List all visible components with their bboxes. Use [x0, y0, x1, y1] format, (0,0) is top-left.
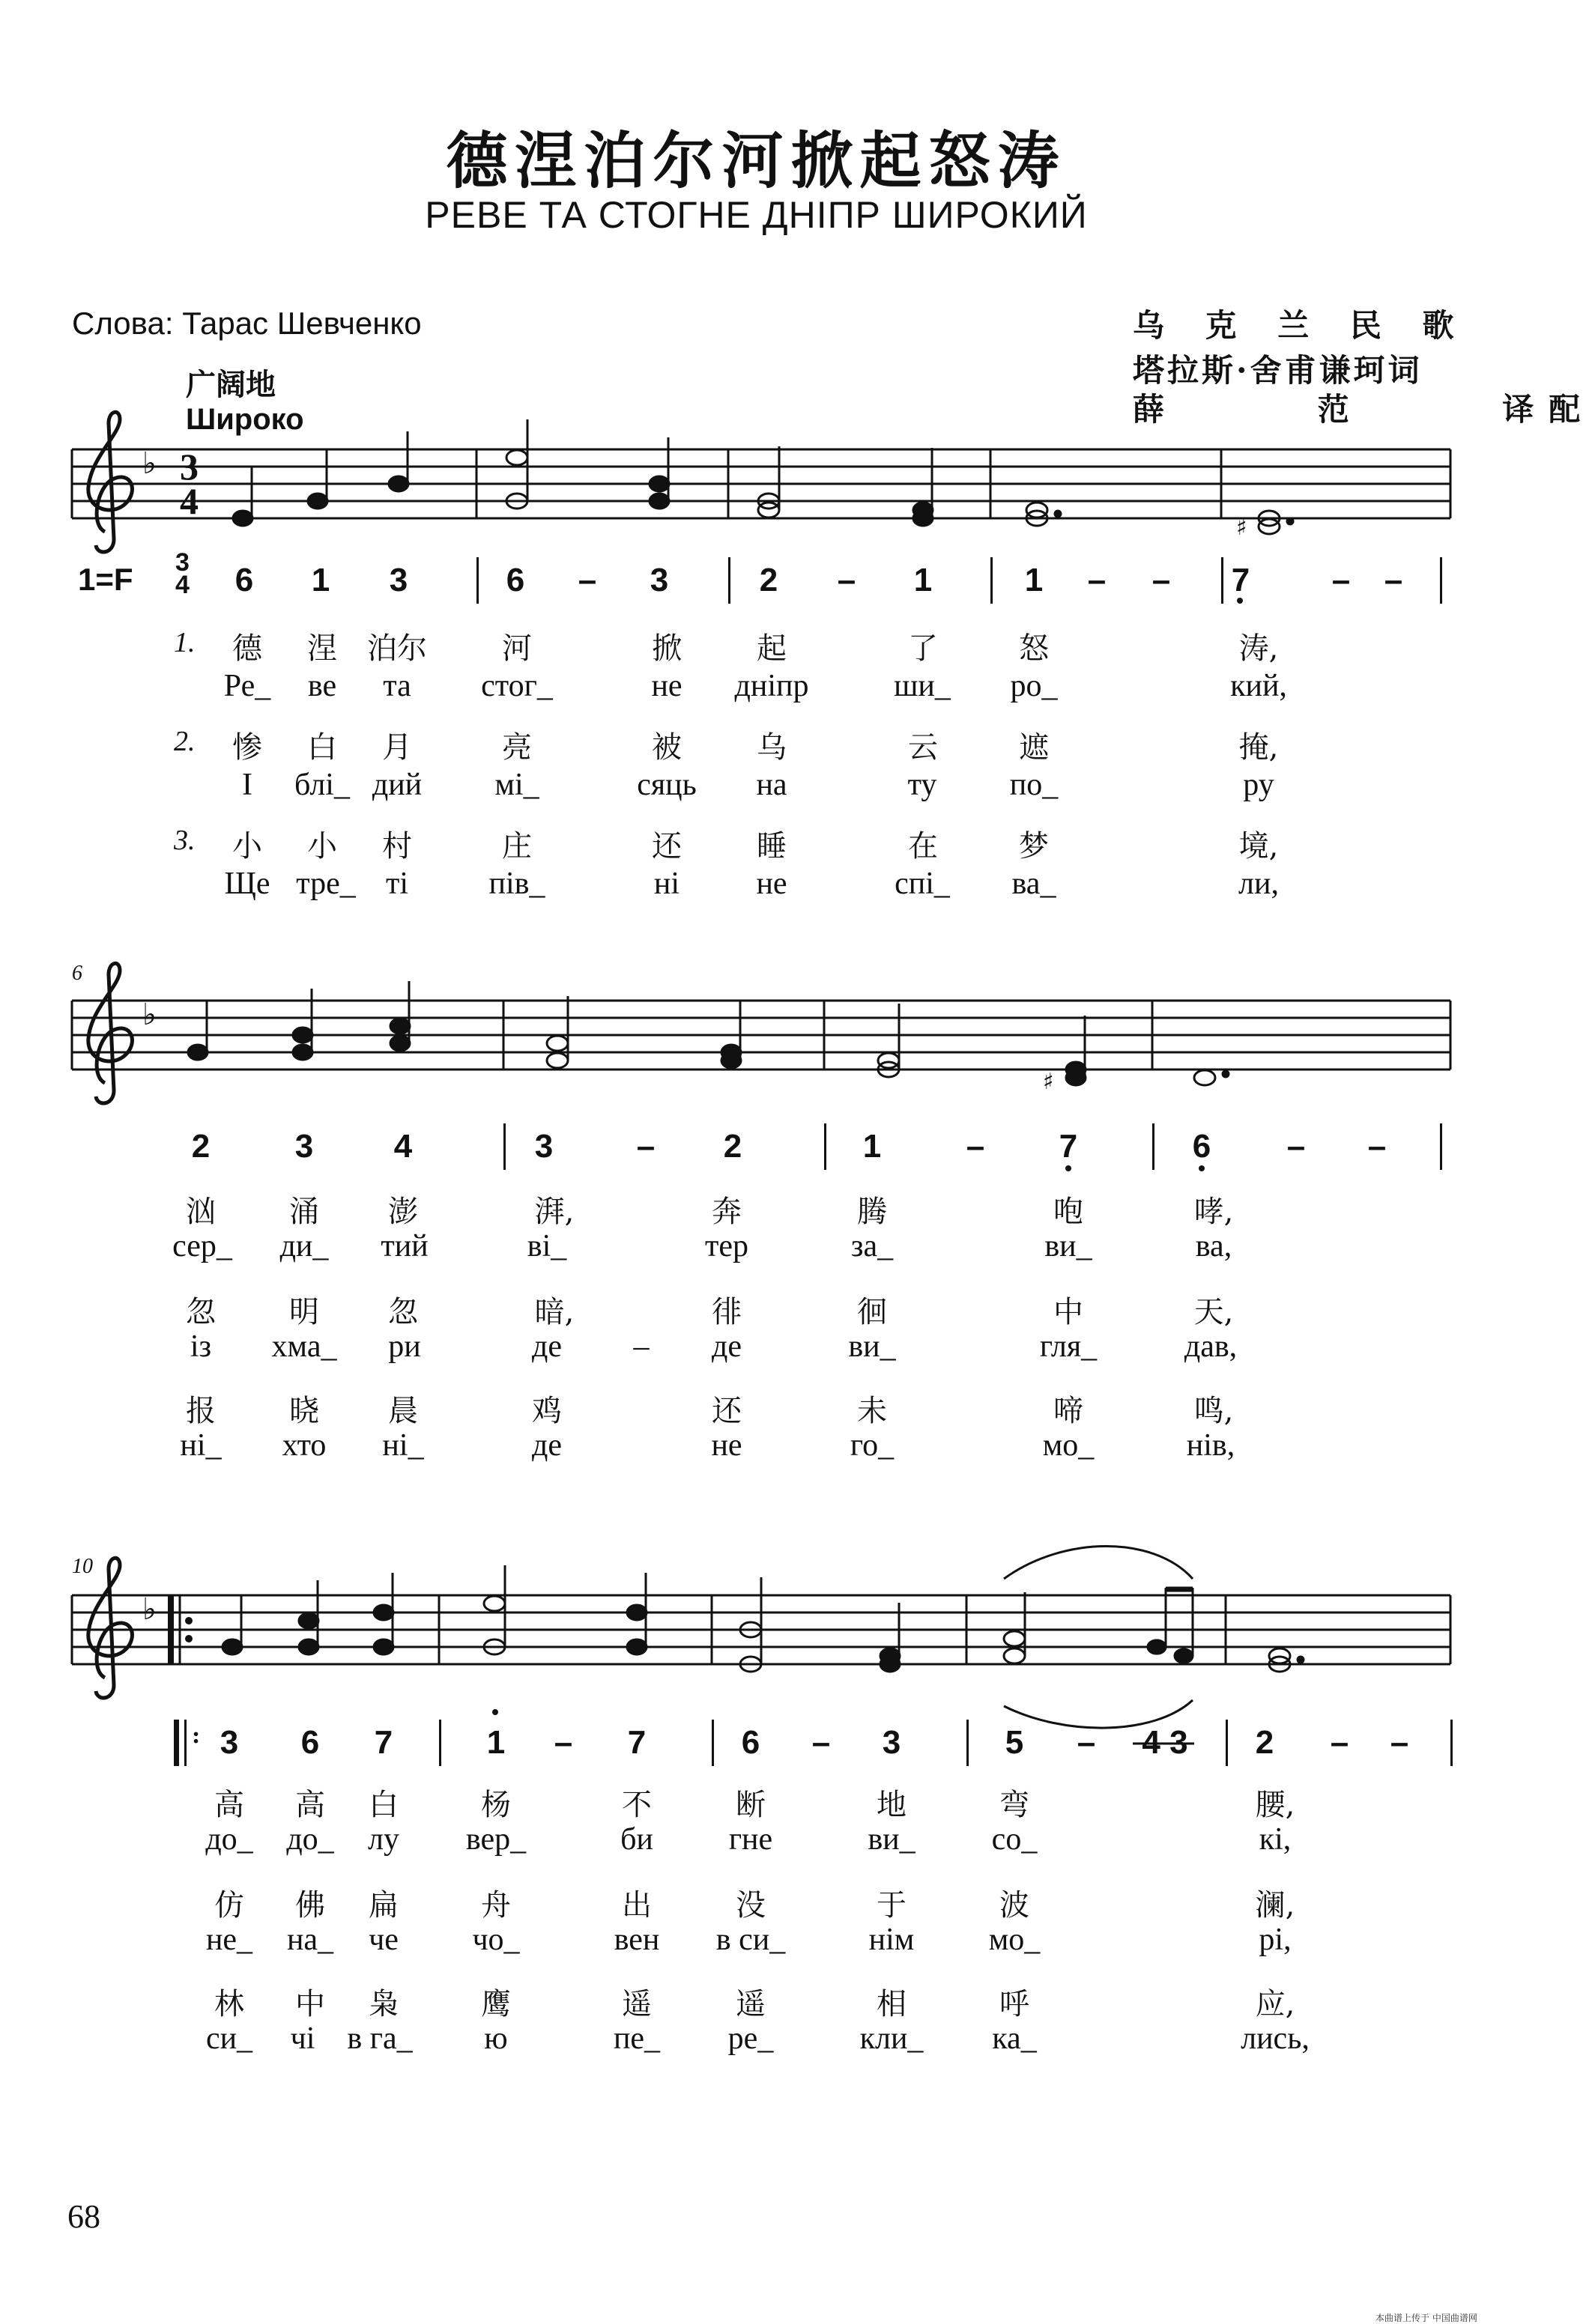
lyric-syllable: 涅: [307, 631, 337, 666]
lyric-syllable: 惨: [232, 730, 262, 765]
lyric-syllable: 汹: [186, 1195, 216, 1229]
lyric-syllable: 杨: [481, 1788, 511, 1822]
lyric-syllable: за_: [850, 1229, 894, 1263]
barline: [712, 1720, 714, 1766]
lyric-syllable: дий: [372, 768, 423, 802]
lyric-syllable: 舟: [481, 1888, 511, 1923]
lyric-syllable: сер_: [172, 1229, 232, 1263]
jianpu-note: 1: [913, 562, 933, 598]
key-signature-jianpu: 1=F: [78, 562, 133, 597]
lyric-syllable: ро_: [1010, 669, 1058, 703]
lyric-syllable: блі_: [294, 768, 350, 802]
lyric-syllable: 庄: [502, 829, 532, 864]
jianpu-note: 1: [486, 1724, 506, 1761]
watermark-text: 本曲谱上传于 中国曲谱网: [1375, 2313, 1477, 2323]
lyric-syllable: дав,: [1184, 1329, 1238, 1364]
svg-text:♯: ♯: [1236, 515, 1247, 541]
lyric-syllable: не_: [205, 1923, 253, 1957]
lyric-syllable: 白: [369, 1788, 399, 1822]
jianpu-note: 2: [1255, 1724, 1274, 1761]
lyric-syllable: 相: [877, 1987, 907, 2021]
lyric-syllable: го_: [850, 1428, 895, 1463]
lyric-syllable: 高: [214, 1788, 244, 1822]
lyric-syllable: 忽: [186, 1295, 216, 1329]
lyric-syllable: до_: [286, 1822, 334, 1857]
lyric-syllable: 报: [186, 1394, 216, 1428]
lyric-syllable: 波: [999, 1888, 1029, 1923]
svg-text:4: 4: [180, 480, 199, 522]
jianpu-note: 3: [882, 1724, 901, 1761]
lyric-syllable: І: [242, 768, 252, 802]
jianpu-dash: –: [1331, 562, 1351, 598]
lyric-syllable: 明: [289, 1295, 319, 1329]
lyric-syllable: тий: [381, 1229, 429, 1263]
lyric-syllable: ре_: [727, 2021, 774, 2056]
lyric-syllable: 遥: [622, 1987, 652, 2021]
lyric-syllable: 咆: [1053, 1195, 1083, 1229]
verse-number: 2.: [174, 726, 196, 757]
barline: [439, 1720, 441, 1766]
lyric-syllable: 湃,: [534, 1195, 575, 1229]
lyric-syllable: ту: [907, 768, 937, 802]
lyric-dash: –: [633, 1329, 650, 1364]
lyric-syllable: ви_: [868, 1822, 915, 1857]
lyric-syllable: 忽: [388, 1295, 418, 1329]
lyric-syllable: 呼: [999, 1987, 1029, 2021]
lyric-syllable: кли_: [859, 2021, 924, 2056]
jianpu-dash: –: [1390, 1724, 1409, 1761]
lyric-syllable: 仿: [214, 1888, 244, 1923]
lyric-syllable: та: [383, 669, 411, 703]
lyric-syllable: на_: [286, 1923, 334, 1957]
lyric-syllable: 河: [502, 631, 532, 666]
lyric-syllable: в га_: [347, 2021, 413, 2056]
lyric-syllable: 啼: [1053, 1394, 1083, 1428]
lyric-syllable: 未: [857, 1394, 887, 1428]
lyric-syllable: ви_: [1044, 1229, 1092, 1263]
lyric-syllable: дніпр: [734, 669, 809, 703]
lyric-syllable: чо_: [472, 1923, 520, 1957]
lyric-syllable: ні_: [382, 1428, 424, 1463]
lyric-syllable: 断: [736, 1788, 766, 1822]
lyric-syllable: ри: [388, 1329, 421, 1364]
jianpu-note: 6: [1192, 1128, 1211, 1165]
jianpu-dash: –: [811, 1724, 831, 1761]
lyric-syllable: де: [711, 1329, 742, 1364]
lyric-syllable: сяць: [637, 768, 697, 802]
lyric-syllable: 云: [908, 730, 938, 765]
lyric-syllable: си_: [205, 2021, 253, 2056]
lyric-syllable: 奔: [712, 1195, 742, 1229]
svg-text:♯: ♯: [1043, 1069, 1054, 1095]
jianpu-note: 7: [1231, 562, 1250, 598]
jianpu-note: 2: [191, 1128, 211, 1165]
credit-lyricist: 塔拉斯·舍甫谦珂词: [1133, 352, 1423, 389]
lyric-syllable: пе_: [613, 2021, 661, 2056]
lyric-syllable: 扁: [369, 1888, 399, 1923]
song-title-chinese: 德涅泊尔河掀起怒涛: [446, 125, 1067, 197]
measure-number: 6: [72, 962, 82, 985]
lyric-syllable: 地: [877, 1788, 907, 1822]
lyric-syllable: 掀: [652, 631, 682, 666]
lyric-syllable: стог_: [481, 669, 553, 703]
lyric-syllable: ка_: [992, 2021, 1037, 2056]
lyric-syllable: 在: [908, 829, 938, 864]
jianpu-note: 2: [759, 562, 778, 598]
jianpu-note: 6: [300, 1724, 320, 1761]
lyric-syllable: 天,: [1193, 1295, 1234, 1329]
lyric-syllable: 掩,: [1238, 730, 1279, 765]
lyric-syllable: кі,: [1259, 1822, 1292, 1857]
lyric-syllable: 于: [877, 1888, 907, 1923]
lyric-syllable: 小: [307, 829, 337, 864]
lyric-syllable: до_: [205, 1822, 253, 1857]
time-signature-jianpu: 3 4: [175, 548, 190, 599]
jianpu-note: 6: [506, 562, 525, 598]
lyric-syllable: на: [756, 768, 787, 802]
jianpu-note: 3: [650, 562, 669, 598]
jianpu-note: 6: [234, 562, 254, 598]
lyric-syllable: 村: [382, 829, 412, 864]
lyric-syllable: 涛,: [1238, 631, 1279, 666]
jianpu-dash: –: [578, 562, 597, 598]
lyric-syllable: 白: [307, 730, 337, 765]
lyric-syllable: 暗,: [534, 1295, 575, 1329]
jianpu-dash: –: [1330, 1724, 1349, 1761]
lyric-syllable: ди_: [279, 1229, 329, 1263]
barline: [1440, 1123, 1442, 1170]
lyric-syllable: 德: [232, 631, 262, 666]
jianpu-dash: –: [966, 1128, 985, 1165]
lyric-syllable: 泊尔: [367, 631, 427, 666]
jianpu-dash: –: [837, 562, 856, 598]
lyric-syllable: 弯: [999, 1788, 1029, 1822]
lyric-syllable: хма_: [271, 1329, 337, 1364]
jianpu-note: 1: [311, 562, 330, 598]
lyric-syllable: вер_: [465, 1822, 527, 1857]
lyric-syllable: 鸡: [532, 1394, 562, 1428]
lyric-syllable: 起: [757, 631, 787, 666]
barline: [1226, 1720, 1228, 1766]
lyric-syllable: спі_: [895, 867, 950, 901]
lyric-syllable: 小: [232, 829, 262, 864]
tempo-marking-ukrainian: Широко: [186, 403, 304, 436]
page-number: 68: [67, 2198, 100, 2235]
lyric-syllable: 晨: [388, 1394, 418, 1428]
credit-translator: 薛 范 译配: [1133, 391, 1595, 428]
lyric-syllable: 林: [214, 1987, 244, 2021]
lyric-syllable: 还: [712, 1394, 742, 1428]
barline: [966, 1720, 969, 1766]
lyric-syllable: ні: [653, 867, 680, 901]
jianpu-note: 1: [862, 1128, 882, 1165]
barline: [503, 1123, 506, 1170]
lyric-syllable: гне: [728, 1822, 773, 1857]
jianpu-eighth-pair: 4 3: [1142, 1724, 1188, 1761]
barline: [728, 557, 730, 604]
lyric-syllable: по_: [1009, 768, 1059, 802]
lyric-syllable: 乌: [757, 730, 787, 765]
lyric-syllable: 中: [1053, 1295, 1083, 1329]
lyric-syllable: ті: [385, 867, 409, 901]
barline: [1450, 1720, 1453, 1766]
barline: [476, 557, 479, 604]
lyric-syllable: 亮: [502, 730, 532, 765]
lyric-syllable: лу: [368, 1822, 399, 1857]
jianpu-note: 6: [741, 1724, 760, 1761]
jianpu-dash: –: [1384, 562, 1403, 598]
tempo-marking-chinese: 广阔地: [186, 368, 276, 402]
lyric-syllable: рі,: [1259, 1923, 1292, 1957]
lyric-syllable: чі: [290, 2021, 315, 2056]
repeat-barline: [184, 1720, 187, 1766]
lyric-syllable: вен: [614, 1923, 660, 1957]
jianpu-note: 4: [393, 1128, 413, 1165]
lyric-syllable: нім: [868, 1923, 915, 1957]
lyric-syllable: че: [369, 1923, 399, 1957]
lyric-syllable: гля_: [1039, 1329, 1098, 1364]
lyric-syllable: 月: [382, 730, 412, 765]
lyric-syllable: Ре_: [223, 669, 271, 703]
lyric-syllable: 徊: [857, 1295, 887, 1329]
lyric-syllable: 晓: [289, 1394, 319, 1428]
repeat-barline: [174, 1720, 179, 1766]
lyric-syllable: 了: [908, 631, 938, 666]
svg-text:♭: ♭: [142, 1592, 157, 1627]
lyric-syllable: кий,: [1230, 669, 1287, 703]
lyric-syllable: мі_: [494, 768, 539, 802]
lyric-syllable: 不: [622, 1788, 652, 1822]
credit-origin: 乌 克 兰 民 歌: [1133, 307, 1469, 344]
lyric-syllable: тре_: [296, 867, 356, 901]
lyric-syllable: 鹰: [481, 1987, 511, 2021]
verse-number: 1.: [174, 627, 196, 658]
verse-number: 3.: [174, 825, 196, 856]
lyric-syllable: 梦: [1019, 829, 1049, 864]
lyric-syllable: 腰,: [1255, 1788, 1295, 1822]
lyric-syllable: ва_: [1011, 867, 1056, 901]
lyric-syllable: 出: [622, 1888, 652, 1923]
jianpu-note: 3: [294, 1128, 314, 1165]
lyric-syllable: мо_: [988, 1923, 1041, 1957]
jianpu-note: 3: [389, 562, 408, 598]
lyric-syllable: 境,: [1238, 829, 1279, 864]
lyric-syllable: мо_: [1042, 1428, 1095, 1463]
barline: [824, 1123, 826, 1170]
jianpu-note: 3: [534, 1128, 554, 1165]
jianpu-dash: –: [1151, 562, 1171, 598]
lyric-syllable: ні_: [180, 1428, 222, 1463]
jianpu-dash: –: [554, 1724, 573, 1761]
lyric-syllable: ли,: [1238, 867, 1279, 901]
lyric-syllable: би: [620, 1822, 653, 1857]
jianpu-note: 1: [1024, 562, 1044, 598]
lyric-syllable: 腾: [857, 1195, 887, 1229]
lyric-syllable: хто: [282, 1428, 327, 1463]
lyric-syllable: тер: [705, 1229, 748, 1263]
song-title-ukrainian: РЕВЕ ТА СТОГНЕ ДНІПР ШИРОКИЙ: [425, 194, 1088, 236]
lyric-syllable: ю: [484, 2021, 508, 2056]
lyric-syllable: де: [531, 1428, 562, 1463]
barline: [1440, 557, 1442, 604]
lyric-syllable: 徘: [712, 1295, 742, 1329]
lyric-syllable: не: [756, 867, 787, 901]
jianpu-dash: –: [1087, 562, 1107, 598]
measure-number: 10: [72, 1555, 93, 1578]
lyric-syllable: 被: [652, 730, 682, 765]
lyric-syllable: Ще: [224, 867, 270, 901]
svg-text:3: 3: [180, 446, 199, 488]
jianpu-note: 7: [374, 1724, 393, 1761]
jianpu-dash: –: [1367, 1128, 1387, 1165]
lyric-syllable: 遮: [1019, 730, 1049, 765]
lyric-syllable: 睡: [757, 829, 787, 864]
lyric-syllable: не: [651, 669, 683, 703]
jianpu-note: 5: [1005, 1724, 1024, 1761]
jianpu-dash: –: [636, 1128, 656, 1165]
jianpu-note: 3: [220, 1724, 239, 1761]
jianpu-note: 7: [1059, 1128, 1078, 1165]
jianpu-note: 7: [627, 1724, 647, 1761]
barline: [1152, 1123, 1154, 1170]
svg-text:♭: ♭: [142, 446, 157, 481]
lyric-syllable: ру: [1243, 768, 1274, 802]
jianpu-note: 2: [723, 1128, 742, 1165]
lyric-syllable: ве: [307, 669, 337, 703]
svg-text:♭: ♭: [142, 998, 157, 1032]
lyric-syllable: ві_: [527, 1229, 567, 1263]
lyric-syllable: 应,: [1255, 1987, 1295, 2021]
lyric-syllable: 还: [652, 829, 682, 864]
lyric-syllable: 中: [295, 1987, 325, 2021]
lyric-syllable: 澜,: [1255, 1888, 1295, 1923]
lyric-syllable: 遥: [736, 1987, 766, 2021]
jianpu-dash: –: [1077, 1724, 1096, 1761]
lyric-syllable: 鸣,: [1193, 1394, 1234, 1428]
lyric-syllable: ви_: [848, 1329, 896, 1364]
lyricist-ukrainian: Слова: Тарас Шевченко: [72, 306, 422, 341]
lyric-syllable: 佛: [295, 1888, 325, 1923]
lyric-syllable: не: [711, 1428, 742, 1463]
lyric-syllable: 枭: [369, 1987, 399, 2021]
lyric-syllable: нів,: [1186, 1428, 1235, 1463]
lyric-syllable: лись,: [1241, 2021, 1310, 2056]
lyric-syllable: 澎: [388, 1195, 418, 1229]
lyric-syllable: в си_: [715, 1923, 786, 1957]
lyric-syllable: 怒: [1019, 631, 1049, 666]
lyric-syllable: ва,: [1195, 1229, 1232, 1263]
lyric-syllable: 没: [736, 1888, 766, 1923]
lyric-syllable: де: [531, 1329, 562, 1364]
lyric-syllable: пів_: [488, 867, 545, 901]
barline: [1221, 557, 1223, 604]
lyric-syllable: ши_: [894, 669, 951, 703]
lyric-syllable: со_: [991, 1822, 1038, 1857]
lyric-syllable: 高: [295, 1788, 325, 1822]
lyric-syllable: 涌: [289, 1195, 319, 1229]
jianpu-dash: –: [1286, 1128, 1306, 1165]
lyric-syllable: із: [190, 1329, 212, 1364]
lyric-syllable: 哮,: [1193, 1195, 1234, 1229]
repeat-dots: :: [192, 1723, 201, 1749]
barline: [990, 557, 993, 604]
